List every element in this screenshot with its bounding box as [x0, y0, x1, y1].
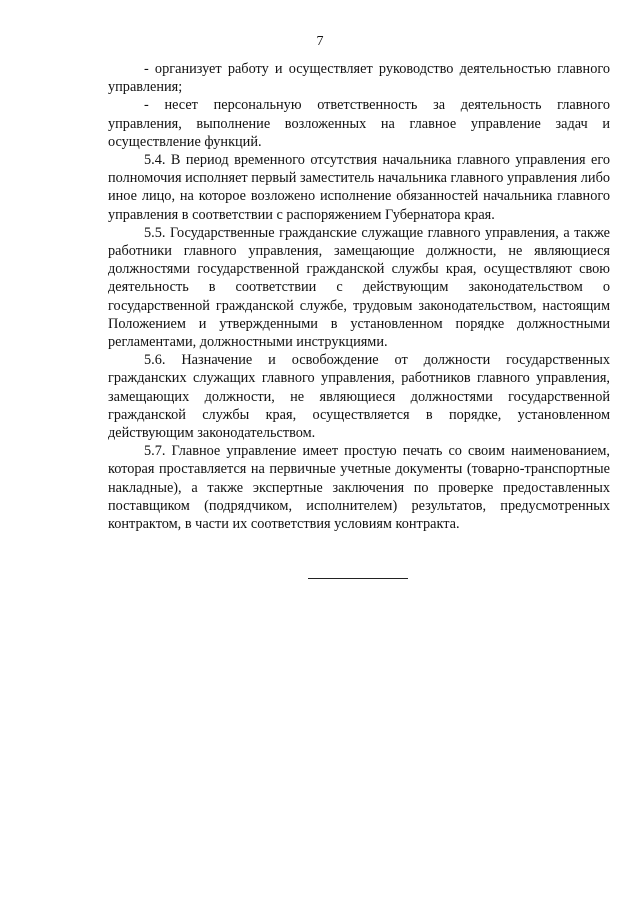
end-of-document-rule	[308, 578, 408, 579]
paragraph-personal-responsibility: - несет персональную ответственность за деятельность главного управления, выполнение возложенных на главное управление задач и осуществление функций.	[108, 97, 610, 150]
paragraph-organizes-work: - организует работу и осуществляет руководство деятельностью главного управления;	[108, 61, 610, 96]
document-body	[108, 60, 610, 533]
paragraph-5-7: 5.7. Главное управление имеет простую печать со своим наименованием, которая проставляется на первичные учетные документы (товарно-транспортные накладные), а также экспертные заключения по проверке предоставленных поставщиком (подрядчиком, исполнителем) результатов, предусмотренных контрактом, в части их соответствия условиям контракта.	[108, 443, 610, 533]
page-number: 7	[316, 34, 324, 49]
paragraph-5-6: 5.6. Назначение и освобождение от должности государственных гражданских служащих главного управления, работников главного управления, замещающих должности, не являющиеся должностями государственной гражданской службы края, осуществляется в порядке, установленном действующим законодательством.	[108, 352, 610, 442]
paragraph-5-5: 5.5. Государственные гражданские служащие главного управления, а также работники главного управления, замещающие должности, не являющиеся должностями государственной гражданской службы края, осуществляют свою деятельность в соответствии с действующим законодательством о государственной гражданской службе, трудовым законодательством, настоящим Положением и утвержденными в установленном порядке должностными регламентами, должностными инструкциями.	[108, 224, 610, 351]
paragraph-5-4: 5.4. В период временного отсутствия начальника главного управления его полномочия исполняет первый заместитель начальника главного управления либо иное лицо, на которое возложено исполнение обязанностей начальника главного управления в соответствии с распоряжением Губернатора края.	[108, 152, 610, 223]
